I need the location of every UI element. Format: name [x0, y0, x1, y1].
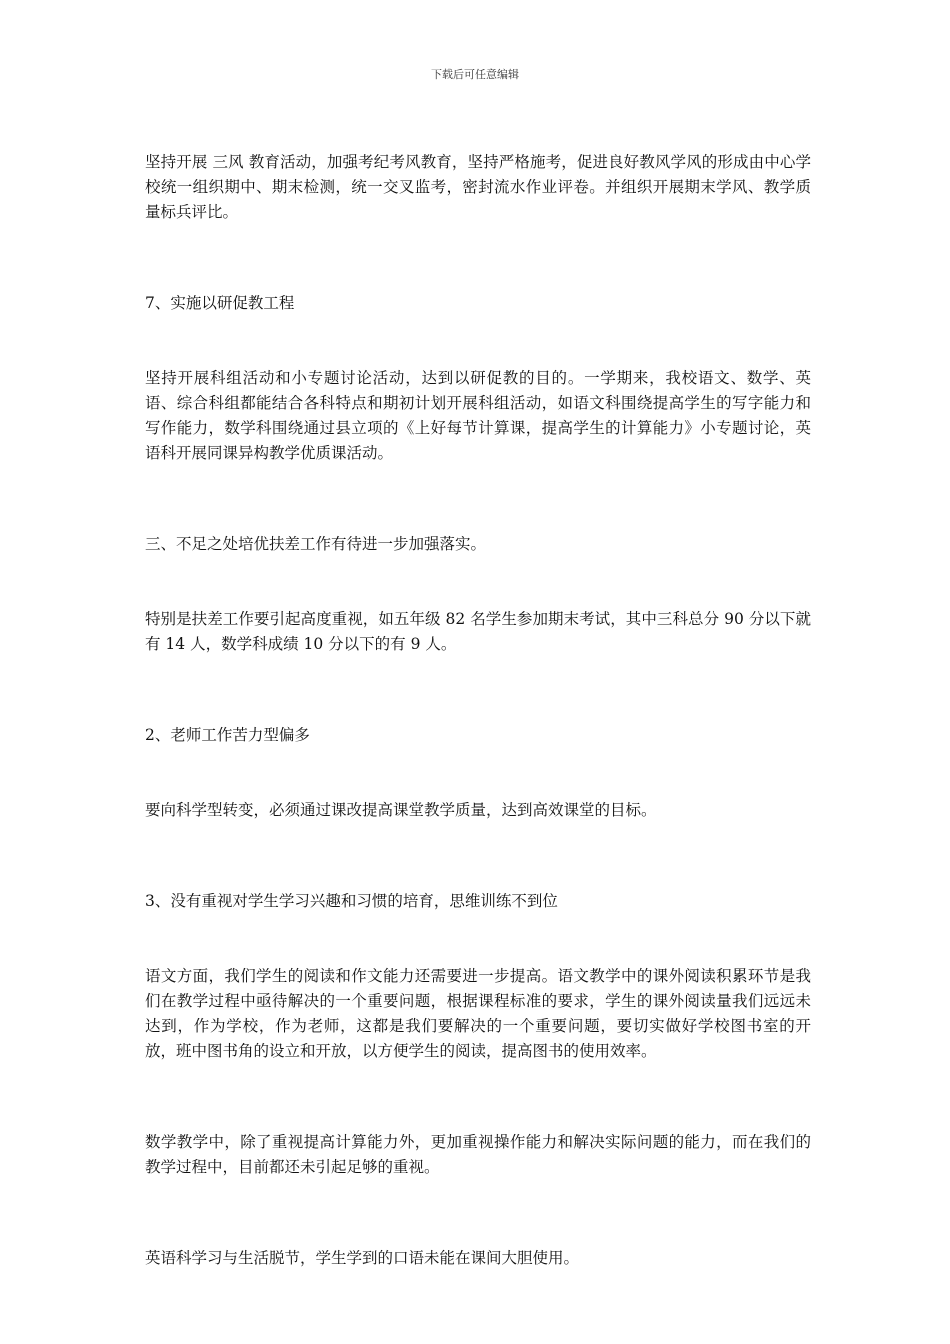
- heading-interest-habits: 3、没有重视对学生学习兴趣和习惯的培育，思维训练不到位: [145, 892, 558, 910]
- paragraph-efficient-classroom: 要向科学型转变，必须通过课改提高课堂教学质量，达到高效课堂的目标。: [145, 801, 657, 819]
- heading-shortcomings: 三、不足之处培优扶差工作有待进一步加强落实。: [145, 535, 487, 553]
- paragraph-support-weak-students: 特别是扶差工作要引起高度重视，如五年级 82 名学生参加期末考试，其中三科总分 90 分以下就有 14 人，数学科成绩 10 分以下的有 9 人。: [145, 610, 811, 653]
- paragraph-math-teaching: 数学教学中，除了重视提高计算能力外，更加重视操作能力和解决实际问题的能力，而在我们的教学过程中，目前都还未引起足够的重视。: [145, 1133, 811, 1176]
- document-body: [145, 150, 811, 1271]
- paragraph-english-speaking: 英语科学习与生活脱节，学生学到的口语未能在课间大胆使用。: [145, 1249, 580, 1267]
- page-header: 下载后可任意编辑: [431, 68, 519, 81]
- heading-teacher-workload: 2、老师工作苦力型偏多: [145, 726, 310, 744]
- paragraph-chinese-reading: 语文方面，我们学生的阅读和作文能力还需要进一步提高。语文教学中的课外阅读积累环节是我们在教学过程中亟待解决的一个重要问题，根据课程标准的要求，学生的课外阅读量我们远远未达到，作为学校，作为老师，这都是我们要解决的一个重要问题，要切实做好学校图书室的开放，班中图书角的设立和开放，以方便学生的阅读，提高图书的使用效率。: [145, 967, 811, 1060]
- paragraph-subject-groups: 坚持开展科组活动和小专题讨论活动，达到以研促教的目的。一学期来，我校语文、数学、英语、综合科组都能结合各科特点和期初计划开展科组活动，如语文科围绕提高学生的写字能力和写作能力，数学科围绕通过县立项的《上好每节计算课，提高学生的计算能力》小专题讨论，英语科开展同课异构教学优质课活动。: [145, 369, 811, 462]
- paragraph-exam-discipline: 坚持开展 三风 教育活动，加强考纪考风教育，坚持严格施考，促进良好教风学风的形成由中心学校统一组织期中、期末检测，统一交叉监考，密封流水作业评卷。并组织开展期末学风、教学质量标兵评比。: [145, 153, 811, 221]
- heading-research-project: 7、实施以研促教工程: [145, 294, 295, 312]
